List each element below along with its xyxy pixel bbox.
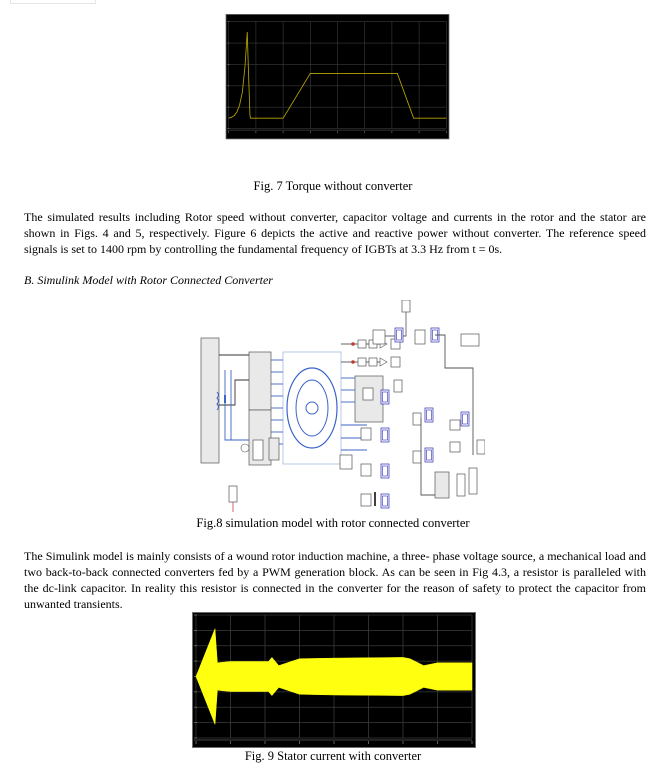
rotor-side-converter-block: [249, 352, 271, 410]
paragraph-results: The simulated results including Rotor speed without converter, capacitor voltage and currents in the rotor and the stator are shown in Figs. 4 and 5, respectively. Figure 6 depicts the active and reactive power without converter. The reference speed signals is set to 1400 rpm by controlling the fundamental frequency of IGBTs at 3.3 Hz from t = 0s.: [24, 210, 646, 256]
simulink-model-diagram: [195, 300, 485, 512]
from-block-4: [361, 428, 371, 440]
paragraph-simulink-model: The Simulink model is mainly consists of a wound rotor induction machine, a three- phase voltage source, a mechanical load and two back-to-back connected converters fed by a PWM generation block. As can be seen in Fig 4.3, a resistor is paralleled with the dc-link capacitor. In reality this resistor is connected in the converter for the reason of safety to protect the capacitor from unwanted transients.: [24, 549, 646, 611]
mux-block-2: [457, 474, 465, 496]
gain-q-block: [450, 442, 460, 452]
fig7-caption: Fig. 7 Torque without converter: [253, 179, 413, 193]
from-block-5: [361, 464, 371, 476]
stator-current-plot: [192, 612, 476, 748]
from-block: [373, 330, 385, 344]
source-wire-b: [219, 380, 249, 405]
gain-block: [358, 358, 366, 366]
voltage-sensor-block: [229, 486, 237, 502]
powergui-block: [340, 455, 352, 469]
from-block-7: [413, 413, 421, 425]
filter-block: [369, 358, 377, 366]
saturation-block: [477, 440, 485, 454]
torque-plot: [192, 14, 483, 177]
gain-triangle: [380, 358, 387, 366]
terminator-block-2: [394, 380, 402, 392]
display-block: [391, 357, 400, 367]
induction-machine-block: [283, 352, 341, 464]
fig9-caption: Fig. 9 Stator current with converter: [244, 749, 422, 763]
sensor-wire: [233, 502, 255, 512]
from-block-3: [363, 388, 373, 400]
display-block-right: [461, 334, 479, 346]
terminator-block: [402, 300, 410, 312]
gain-block: [358, 340, 366, 348]
from-block-8: [413, 451, 421, 463]
signal-marker: [351, 360, 355, 364]
clock-block: [241, 444, 249, 452]
section-heading: B. Simulink Model with Rotor Connected Converter: [24, 273, 273, 287]
page-top-strip: [10, 0, 96, 4]
from-block-2: [415, 330, 425, 344]
signal-marker: [351, 342, 355, 346]
selector-block: [469, 468, 477, 494]
power-measurement-block: [435, 472, 449, 498]
fig8-caption: Fig.8 simulation model with rotor connected converter: [196, 516, 470, 530]
from-block-6: [361, 494, 371, 506]
feedback-wire: [435, 335, 473, 455]
subsystem-block: [269, 438, 279, 460]
three-phase-source-block: [201, 338, 219, 463]
pwm-generator-block: [253, 440, 263, 460]
gain-p-block: [450, 420, 460, 430]
